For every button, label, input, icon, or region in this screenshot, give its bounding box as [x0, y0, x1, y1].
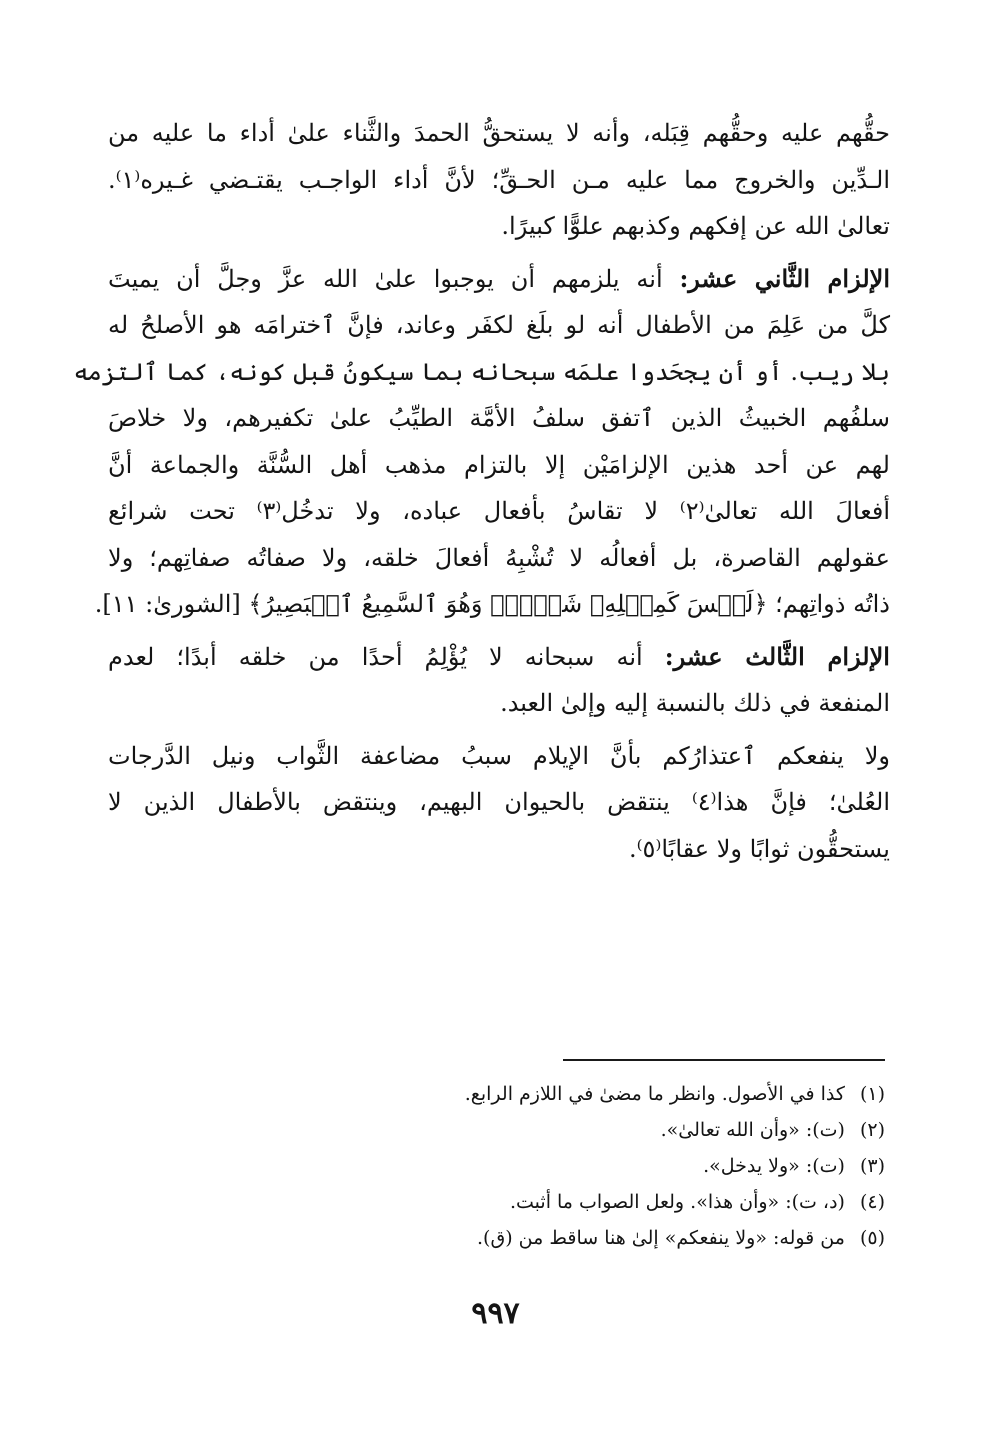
footnote-item [300, 1112, 885, 1148]
section-heading: الإلزام الثَّاني عشر: [679, 263, 890, 293]
text-line: المنفعة في ذلك بالنسبة إليه وإلىٰ العبد. [500, 689, 890, 717]
footnote-text: (د، ت): «وأن هذا». ولعل الصواب ما أثبت. [509, 1191, 845, 1213]
footnote-item [300, 1148, 885, 1184]
page-number: ٩٩٧ [471, 1296, 520, 1331]
text-line: بلا ريب. أو أن يجحَدوا علمَه سبحانه بما سيكونُ قبل كونه، كما ٱلتزمه [73, 357, 890, 386]
text-line: أفعالَ الله تعالىٰ⁽٢⁾ لا تقاسُ بأفعال عباده، ولا تدخُل⁽٣⁾ تحت شرائع [108, 497, 891, 525]
text-line: ذاتُه ذواتِهم؛ ﴿لَيۡسَ كَمِثۡلِهِۦ شَيۡءٞۖ وَهُوَ ٱلسَّمِيعُ ٱلۡبَصِيرُ﴾ [الشورىٰ: ١١]. [94, 590, 890, 618]
footnote-text: من قوله: «ولا ينفعكم» إلىٰ هنا ساقط من (ق). [477, 1227, 845, 1249]
text-line: الـدِّين والخروج مما عليه مـن الحـقِّ؛ لأنَّ أداء الواجـب يقتـضي غـيره⁽١⁾. [108, 165, 890, 194]
main-text [73, 110, 891, 872]
text-line: لهم عن أحد هذين الإلزامَيْن إلا بالتزام مذهب أهل السُّنَّة والجماعة أنَّ [108, 450, 890, 479]
text-run: أنه سبحانه لا يُؤْلِمُ أحدًا من خلقه أبدًا؛ لعدم [108, 642, 643, 671]
text-line: العُلىٰ؛ فإنَّ هذا⁽٤⁾ ينتقض بالحيوان البهيم، وينتقض بالأطفال الذين لا [108, 788, 890, 816]
footnote-number: (١) [859, 1083, 885, 1105]
text-line [108, 256, 890, 303]
text-line: سلفُهم الخبيثُ الذين ٱتفق سلفُ الأمَّة الطيِّبُ علىٰ تكفيرهم، ولا خلاصَ [108, 404, 890, 432]
text-line: حقُّهم عليه وحقُّهم قِبَله، وأنه لا يستحقُّ الحمدَ والثَّناء علىٰ أداء ما عليه من [108, 119, 890, 147]
footnotes [300, 1076, 885, 1256]
text-line: تعالىٰ الله عن إفكهم وكذبهم علوًّا كبيرًا. [501, 212, 890, 240]
footnote-text: (ت): «ولا يدخل». [703, 1155, 845, 1177]
text-run: أنه يلزمهم أن يوجبوا علىٰ الله عزَّ وجلَّ أن يميتَ [108, 264, 663, 293]
footnote-item [300, 1184, 885, 1220]
text-line: يستحقُّون ثوابًا ولا عقابًا⁽٥⁾. [629, 834, 890, 863]
text-line: عقولهم القاصرة، بل أفعالُه لا تُشْبِهُ أفعالَ خلقه، ولا صفاتُه صفاتِهم؛ ولا [108, 543, 890, 572]
footnote-number: (٣) [859, 1155, 885, 1177]
text-line [108, 634, 890, 681]
footnote-number: (٥) [859, 1227, 885, 1249]
section-heading: الإلزام الثَّالث عشر: [664, 641, 890, 671]
footnote-text: (ت): «وأن الله تعالىٰ». [660, 1119, 845, 1141]
footnote-item [300, 1076, 885, 1112]
footnote-text: كذا في الأصول. وانظر ما مضىٰ في اللازم الرابع. [464, 1083, 845, 1105]
footnote-number: (٤) [859, 1191, 885, 1213]
footnote-divider [563, 1059, 885, 1061]
text-line: ولا ينفعكم ٱعتذارُكم بأنَّ الإيلام سببُ مضاعفة الثَّواب ونيل الدَّرجات [108, 741, 890, 770]
text-line: كلَّ من عَلِمَ من الأطفال أنه لو بلَغ لكفَر وعاند، فإنَّ ٱخترامَه هو الأصلحُ له [108, 311, 890, 339]
footnote-item [300, 1220, 885, 1256]
footnote-number: (٢) [859, 1119, 885, 1141]
